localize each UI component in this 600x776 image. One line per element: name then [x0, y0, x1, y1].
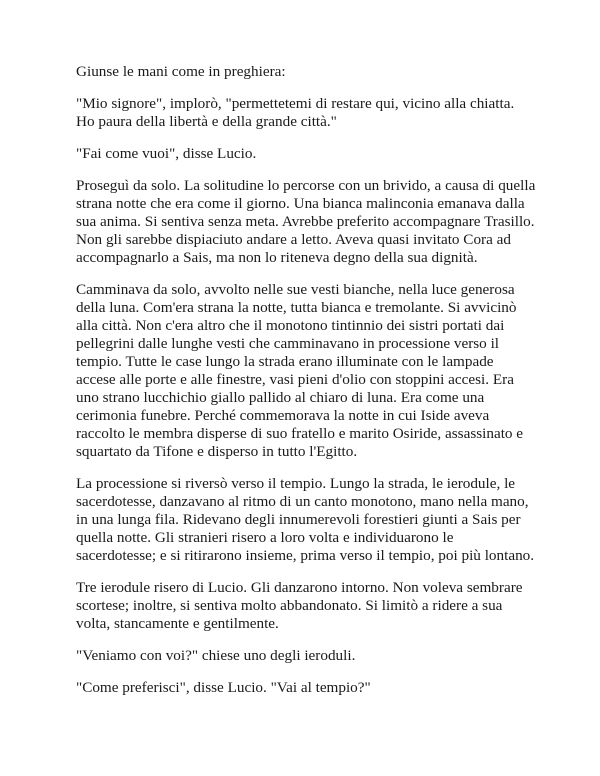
paragraph: "Mio signore", implorò, "permettetemi di restare qui, vicino alla chiatta. Ho paura della libertà e della grande città.": [76, 95, 515, 130]
paragraph: Giunse le mani come in preghiera:: [76, 63, 286, 80]
paragraph: "Fai come vuoi", disse Lucio.: [76, 145, 257, 162]
document-body: [76, 63, 536, 711]
paragraph: "Veniamo con voi?" chiese uno degli ieroduli.: [76, 647, 356, 664]
paragraph: "Come preferisci", disse Lucio. "Vai al tempio?": [76, 679, 371, 696]
paragraph: La processione si riversò verso il tempio. Lungo la strada, le ierodule, le sacerdotesse, danzavano al ritmo di un canto monotono, mano nella mano, in una lunga fila. Ridevano degli innumerevoli forestieri giunti a Sais per quella notte. Gli stranieri risero a loro volta e individuarono le sacerdotesse; e si ritirarono insieme, prima verso il tempio, poi più lontano.: [76, 475, 535, 564]
paragraph: Camminava da solo, avvolto nelle sue vesti bianche, nella luce generosa della luna. Com'era strana la notte, tutta bianca e tremolante. Si avvicinò alla città. Non c'era altro che il monotono tintinnio dei sistri portati dai pellegrini dalle lunghe vesti che camminavano in processione verso il tempio. Tutte le case lungo la strada erano illuminate con le lampade accese alle porte e alle finestre, vasi pieni d'olio con stoppini accesi. Era uno strano lucchichio giallo pallido al chiaro di luna. Era come una cerimonia funebre. Perché commemorava la notte in cui Iside aveva raccolto le membra disperse di suo fratello e marito Osiride, assassinato e squartato da Tifone e disperso in tutto l'Egitto.: [76, 281, 524, 460]
paragraph: Proseguì da solo. La solitudine lo percorse con un brivido, a causa di quella strana notte che era come il giorno. Una bianca malinconia emanava dalla sua anima. Si sentiva senza meta. Avrebbe preferito accompagnare Trasillo. Non gli sarebbe dispiaciuto andare a letto. Aveva quasi invitato Cora ad accompagnarlo a Sais, ma non lo riteneva degno della sua dignità.: [76, 177, 536, 266]
paragraph: Tre ierodule risero di Lucio. Gli danzarono intorno. Non voleva sembrare scortese; inoltre, si sentiva molto abbandonato. Si limitò a ridere a sua volta, stancamente e gentilmente.: [76, 579, 523, 632]
